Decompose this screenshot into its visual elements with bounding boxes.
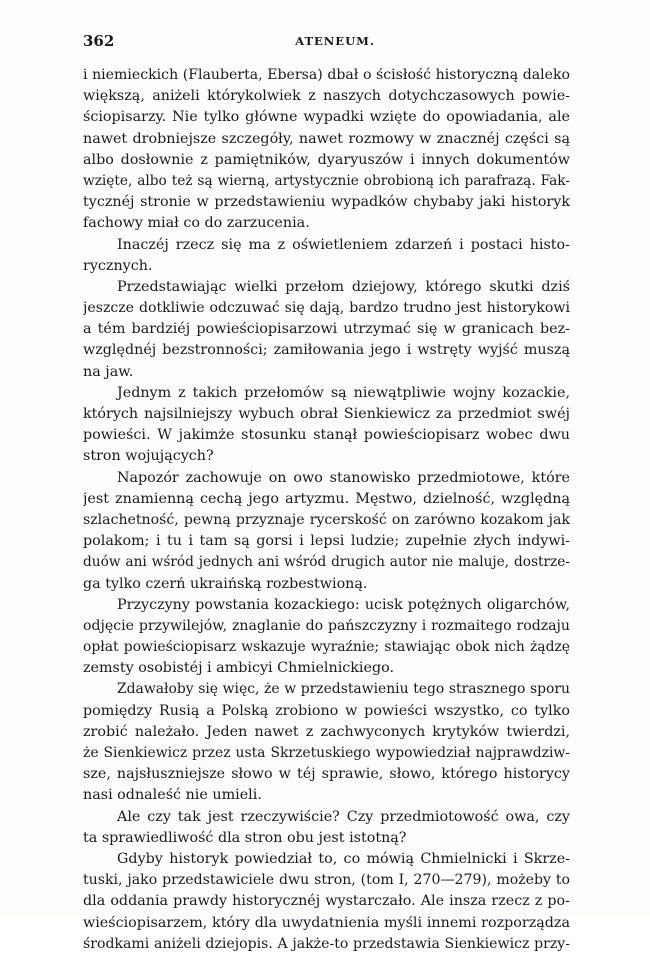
text-line: ściopisarzy. Nie tylko główne wypadki wzięte do opowiadania, ale	[83, 109, 570, 126]
text-line: Gdyby historyk powiedział to, co mówią Chmielnicki i Skrze-	[117, 850, 570, 867]
text-line: jeszcze dotkliwie odczuwać się dają, bardzo trudno jest historykowi	[83, 300, 570, 317]
text-line: polakom; i tu i tam są gorsi i lepsi ludzie; zupełnie złych indywi-	[83, 533, 570, 550]
body-text	[83, 65, 570, 955]
text-line: Zdawałoby się więc, że w przedstawieniu tego strasznego sporu	[117, 681, 570, 698]
running-title: ATENEUM.	[295, 34, 375, 48]
text-line: albo dosłownie z pamiętników, dyaryuszów i innych dokumentów	[83, 151, 570, 168]
text-line: że Sienkiewicz przez usta Skrzetuskiego wypowiedział najprawdziw-	[83, 745, 570, 761]
text-line: nasi odnaleść nie umieli.	[83, 787, 262, 804]
text-line: stron wojujących?	[83, 448, 214, 465]
text-line: tycznéj stronie w przedstawieniu wypadków chybaby jaki historyk	[83, 194, 570, 211]
text-line: nawet drobniejsze szczegóły, nawet rozmowy w znacznéj części są	[83, 130, 570, 147]
page-header	[83, 32, 569, 54]
text-line: jest znamienną cechą jego artyzmu. Męstwo, dzielność, względną	[83, 490, 570, 507]
text-line: powieści. W jakimże stosunku stanął powieściopisarz wobec dwu	[83, 427, 570, 444]
text-line: Przyczyny powstania kozackiego: ucisk potężnych oligarchów,	[117, 596, 570, 613]
text-line: wzięte, albo też są wierną, artystycznie obrobioną ich parafrazą. Fak-	[83, 172, 570, 189]
text-line: rycznych.	[83, 257, 153, 274]
text-line: odjęcie przywilejów, znaglanie do pańszczyzny i rozmaitego rodzaju	[83, 617, 570, 634]
text-line: sze, najsłuszniejsze słowo w téj sprawie, słowo, którego historycy	[83, 766, 570, 783]
text-line: dla oddania prawdy historycznéj wystarczało. Ale insza rzecz z po-	[83, 893, 570, 910]
text-line: fachowy miał co do zarzucenia.	[83, 215, 310, 232]
text-line: opłat powieściopisarz wskazuje wyraźnie; stawiając obok nich żądzę	[83, 639, 570, 656]
text-line: na jaw.	[83, 363, 134, 380]
text-line: zemsty osobistéj i ambicyi Chmielnickiego.	[83, 660, 395, 677]
text-line: których najsilniejszy wybuch obrał Sienkiewicz za przedmiot swéj	[83, 406, 570, 422]
text-line: Inaczéj rzecz się ma z oświetleniem zdarzeń i postaci histo-	[117, 236, 570, 253]
text-line: większą, aniżeli którykolwiek z naszych dotychczasowych powie-	[83, 88, 570, 105]
text-line: Ale czy tak jest rzeczywiście? Czy przedmiotowość owa, czy	[117, 808, 570, 825]
page-number: 362	[83, 32, 115, 50]
text-line: Jednym z takich przełomów są niewątpliwie wojny kozackie,	[117, 384, 570, 401]
text-line: ta sprawiedliwość dla stron obu jest istotną?	[83, 829, 407, 846]
text-line: duów ani wśród jednych ani wśród drugich autor nie maluje, dostrze-	[83, 554, 570, 571]
text-line: ga tylko czerń ukraińską rozbestwioną.	[83, 575, 368, 592]
text-line: Napozór zachowuje on owo stanowisko przedmiotowe, które	[117, 469, 570, 486]
text-line: Przedstawiając wielki przełom dziejowy, którego skutki dziś	[117, 278, 570, 295]
text-line: a tém bardziéj powieściopisarzowi utrzymać się w granicach bez-	[83, 321, 570, 338]
text-line: względnéj bezstronności; zamiłowania jego i wstręty wyjść muszą	[83, 342, 570, 359]
text-line: zrobić należało. Jeden nawet z zachwyconych krytyków twierdzi,	[83, 723, 570, 740]
text-line: środkami aniżeli dziejopis. A jakże-to przedstawia Sienkiewicz przy-	[83, 935, 570, 952]
text-line: tuski, jako przedstawiciele dwu stron, (tom I, 270—279), możeby to	[83, 872, 570, 889]
text-line: wieściopisarzem, który dla uwydatnienia myśli innemi rozporządza	[83, 914, 570, 931]
text-line: i niemieckich (Flauberta, Ebersa) dbał o ścisłość historyczną daleko	[83, 67, 570, 83]
text-line: pomiędzy Rusią a Polską zrobiono w powieści wszystko, co tylko	[83, 702, 570, 719]
text-line: szlachetność, pewną przyznaje rycerskość on zarówno kozakom jak	[83, 511, 570, 528]
